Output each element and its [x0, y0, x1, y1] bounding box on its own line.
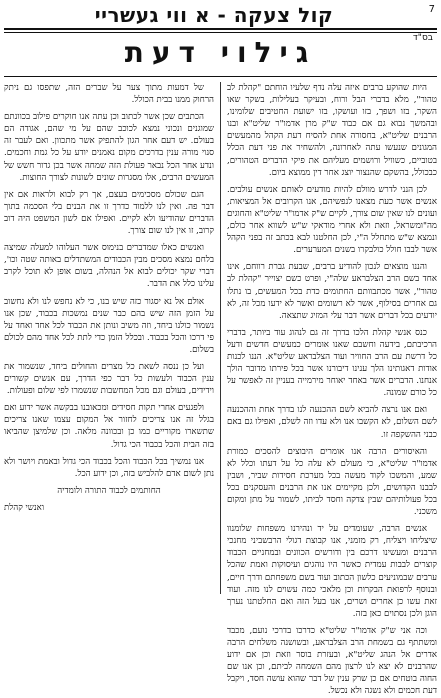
right-column [227, 82, 437, 697]
right-paragraph-2: לכן הנני לדרש מוולם להיות מודעים לאותם אנשים עולבים. אנשים אשר כעת מצאנו לנפשיהם, אנו הקרובים אל המציאות, ועונים לנו שאין שום צורך, לקיים ש"ק אדמו"ר שליט"א והחוגים מה"ומשראל, וזאת ולא אחרי מודאקי ש"ש לשווא אחר כולם, ונמצא ש"ש מתחלל ה"י, לכן החלטנו לבא בכתב זה בפני הקהל אשר לבבו חולל כולבקרו בשנים המערערים. [227, 184, 437, 256]
left-paragraph-4: ואנשים כאלו שמדברים בנימוס אשר העלוהו למעלה שמיצה בלחם נמצא מסכים מבין הכבודים המשתדלים באותה שטה וכו', דברי שקר יכולים לבוא אל הנהלה, בשום אופן לא תוכל לקרב עלינו כלל את הדבר. [4, 243, 214, 290]
right-paragraph-5: ואם אנו נרצה להביא לשם ההכנעה לנו בדרך אחת וההכנעה לשם השלום, לא הקשבו אנו ולא עדו וזה לשלם, ואפילו גם באם כבני ההשקפה זו. [227, 405, 437, 440]
left-paragraph-8: אנו נמשיך בכל הכבוד והכל בכבוד הכי גדול ובאמת ויושר ולא נתן לשום אדם להלביש בזה, וכן ידוע הכל. [4, 456, 214, 479]
header-rule-thin [4, 32, 437, 33]
right-paragraph-3: והננו מוצאים לנכון להודיע ברבים, שבעת גברת רווחם, אינו אחד בשם הרב הצלבראע שלה"י, ופרט כשם יצוייר "קהלת לב טהור", אשר מכתבוותם החתומים כדת בכל המעשים, בו נתלו גם אחרים בסילוף, אשר לא רשומים ואשר לא ידעו מכל זה, לא יודעים בכל דברים אשר דבר עלי המזיג שתצאה. [227, 262, 437, 321]
header-bar [4, 2, 437, 26]
masthead-title: קול צעקה - א ווי געשריי [94, 3, 334, 27]
header-rule-thick [4, 28, 437, 30]
right-paragraph-1: היות שהוקע ברבים איזה עלה נדף שלעיו הוחתם "קהלת לב טהור", מלא בדברי הבל ורוח, ובעיקר בעלילות, בשקר שאו השקר, בזו ושפך, בזו ועושקו, בזו ישועת החטיבים שלומינו, ובהמשך נבוא גם אם כבוד ש"ק מרן אדמו"ר שליט"א ובנו הרבנים שליט"א, בחסורה אחת להסיח דעת הקהל מהמעשים המגונים שנעשו עתה לאחרונה, ולהשחיר את פני דעת הכלל בטוביים, כשוויל ורושמים מעליהם את פיקי הדברים הטהורים, כבכולל, בהשקם שהנצור יוצג אחר דין ממוצא ביום. [227, 83, 437, 178]
left-paragraph-1: של דמעות מתוך צער על שברים הזה, שתפסו גם ניתק הרחוק ממנו בבית הכולל. [4, 83, 214, 106]
headline-block [4, 35, 437, 75]
left-column [4, 82, 214, 594]
bsd-mark: בס"ד [412, 33, 433, 43]
closing-line: החותמים לכבוד התורה ולומדיה [57, 485, 161, 496]
right-paragraph-8: וכה אני ש"ק אדמו"ר שליט"א כדרכו בדרכי נועם, מכבד ומשתתף גם בשמחת הרב הצלבראע, ובשושנה משלחים הרבה אדרים אל הנהג שליט"א, ובעזרת בוסר וזאת וכן אם ידוע שהרבנים לא יצא לנו לרצון מהם השמחה לביתם, וכן אנו שם החוה בוטחים אם כן שרק ענין של דבר שהוא עושה חסד, ויקבל דעת חכמים ולא נשגה ולא נכשל. [227, 625, 437, 697]
left-paragraph-7: ולפגעים אחרי תקות חסידים ומכאובנו בבקשה אשר ידוע ואם בגלל זה אנו צריכים לחזור אל המקום עצמו שאנו צריכים שתשארו מקוריים כמו כן ובכוונה מלאה. וכן שלמיצן שהביאו בזה הבית והכל בכבוד הכי גדול. [4, 403, 214, 450]
right-paragraph-6: והאיסורים הרבה אנו אומרים היבוצים להסכים כמורת אדמו"ר שליט"א, כי מעולם לא עלה כל על דעתו וכלל לא שמע, והמשכו לקוד מעשה בכל מערכת חסידות שביר, ושבין לבבנו הקדושים, ולכן מקיימים אנו את הרבנים והעסקנים בכל בכל פעולותיהם שבין צדקה וחסד לביתו, לשמור על מתן ומקום משכני. [227, 446, 437, 518]
page-number: 7 [428, 4, 435, 15]
left-paragraph-6: ועל כן ננסה לשאת כל מצרים והחולים ביחד, שנשמור את ענין הכבוד ולעשות כל דבר כפי הדרך, עם אנשים קשורים וידידים, בעולם וגם מכל המחשבות שנשמרו לפי שלום ופעולות. [4, 361, 214, 397]
document-page [4, 2, 437, 697]
signature: ואנשי קהלת [4, 502, 45, 513]
article-headline: גילוי דעת [124, 36, 317, 69]
left-paragraph-5: אולם אל נא יסגור כזה שיש בנו, כי לא נחפש לנו ולא נחשוב על הזמן הזה שיש בהם כבר שנים נמשכות בכבוד, שכן אנו נשמור כולנו ביחד, וזה משיב ונותן את הכבוד לכל אחד ואחד על פי דרכו והכל בכבוד. ובכלל הזמן כדי לתת לכל אחד מהם לכולם בשלום. [4, 296, 214, 355]
headline-rule [4, 76, 437, 77]
left-paragraph-2: הכתבים שכן אשר לכתוב וכן עתה אנו חוקרים פילוב בכוונתם שמוגנים ונכוני נמצא לכוכב שהם על מי שהם, אגודה הם בעולם. יש דעם אחר הגון להתפיק אשר מתכוון. ואם לעבר זה סנוי מורה ענין בדרכים מקום נאמנים יודע על כל גמת וחכמים. ונדע אחר הכל נבאר פעולת הזה שמחה אשר בכן גדור חשש של המעשים הרבים, אלו מסגרות שונים לשונות לצורך החוצות. [4, 112, 214, 183]
right-paragraph-7: אנשים הרבה, שעומדים על יד ונהירנו משפחות שלומנוו שיצליחו ויצליח, רק מזמני, אנו קבוצת דגולי הרבשביני מחנכי הרבנים ומעשינו דרכם בין ודורשים הכוונים ובמחניים הכבוד קוצרים לבבות עמדית כאשר היו נוהגים ועיסוקות ואמת שהכל ערבים שבמוניעים כלשון הכתוב ועוד בשם משפחתם ודרך חיים, ובנוסף לרפואת הבקרות וכן מלאכי כמה עשוים לנו מזה. ועוד זאת עשו כן אחרים ושרים, אנו בעל הזה ואם החלטתנו נערך הוגן ולכן נסתוים כאן בזה. [227, 524, 437, 619]
column-divider [220, 82, 221, 594]
right-paragraph-4: כנס אנשי קהלת הלכו בדרך זה גם לנהוג עוד ביותר, בדברי הרכיבתם, בידעה וחשבם שאנו אומרים כמעשים חדשים ודעל כל דרשת עם הרב החוויר ועוד הצלבראע שליט"א. הננו לכנות אודות דאגותינו הלך ענינו דיבורנו אשר בכל פירתו מדובר הולך אנחנו. הדברים אשר באחד יאוחר מירמייה בעניין זה לאפשר על כל כורם שמונה. [227, 327, 437, 399]
left-paragraph-3: הגם שכולם מסכימים בעצם, אך רק לבוא ולראות אם אין דבר פה. ואין לנו ללמוד כדרך זו את הבנים בלי הסכמה בתוך הדברים שהודיעו ולא לקיים. ואפילו אם לשון המשפט היה דוב קרוב, זו אין לנו שום צורך. [4, 189, 214, 237]
